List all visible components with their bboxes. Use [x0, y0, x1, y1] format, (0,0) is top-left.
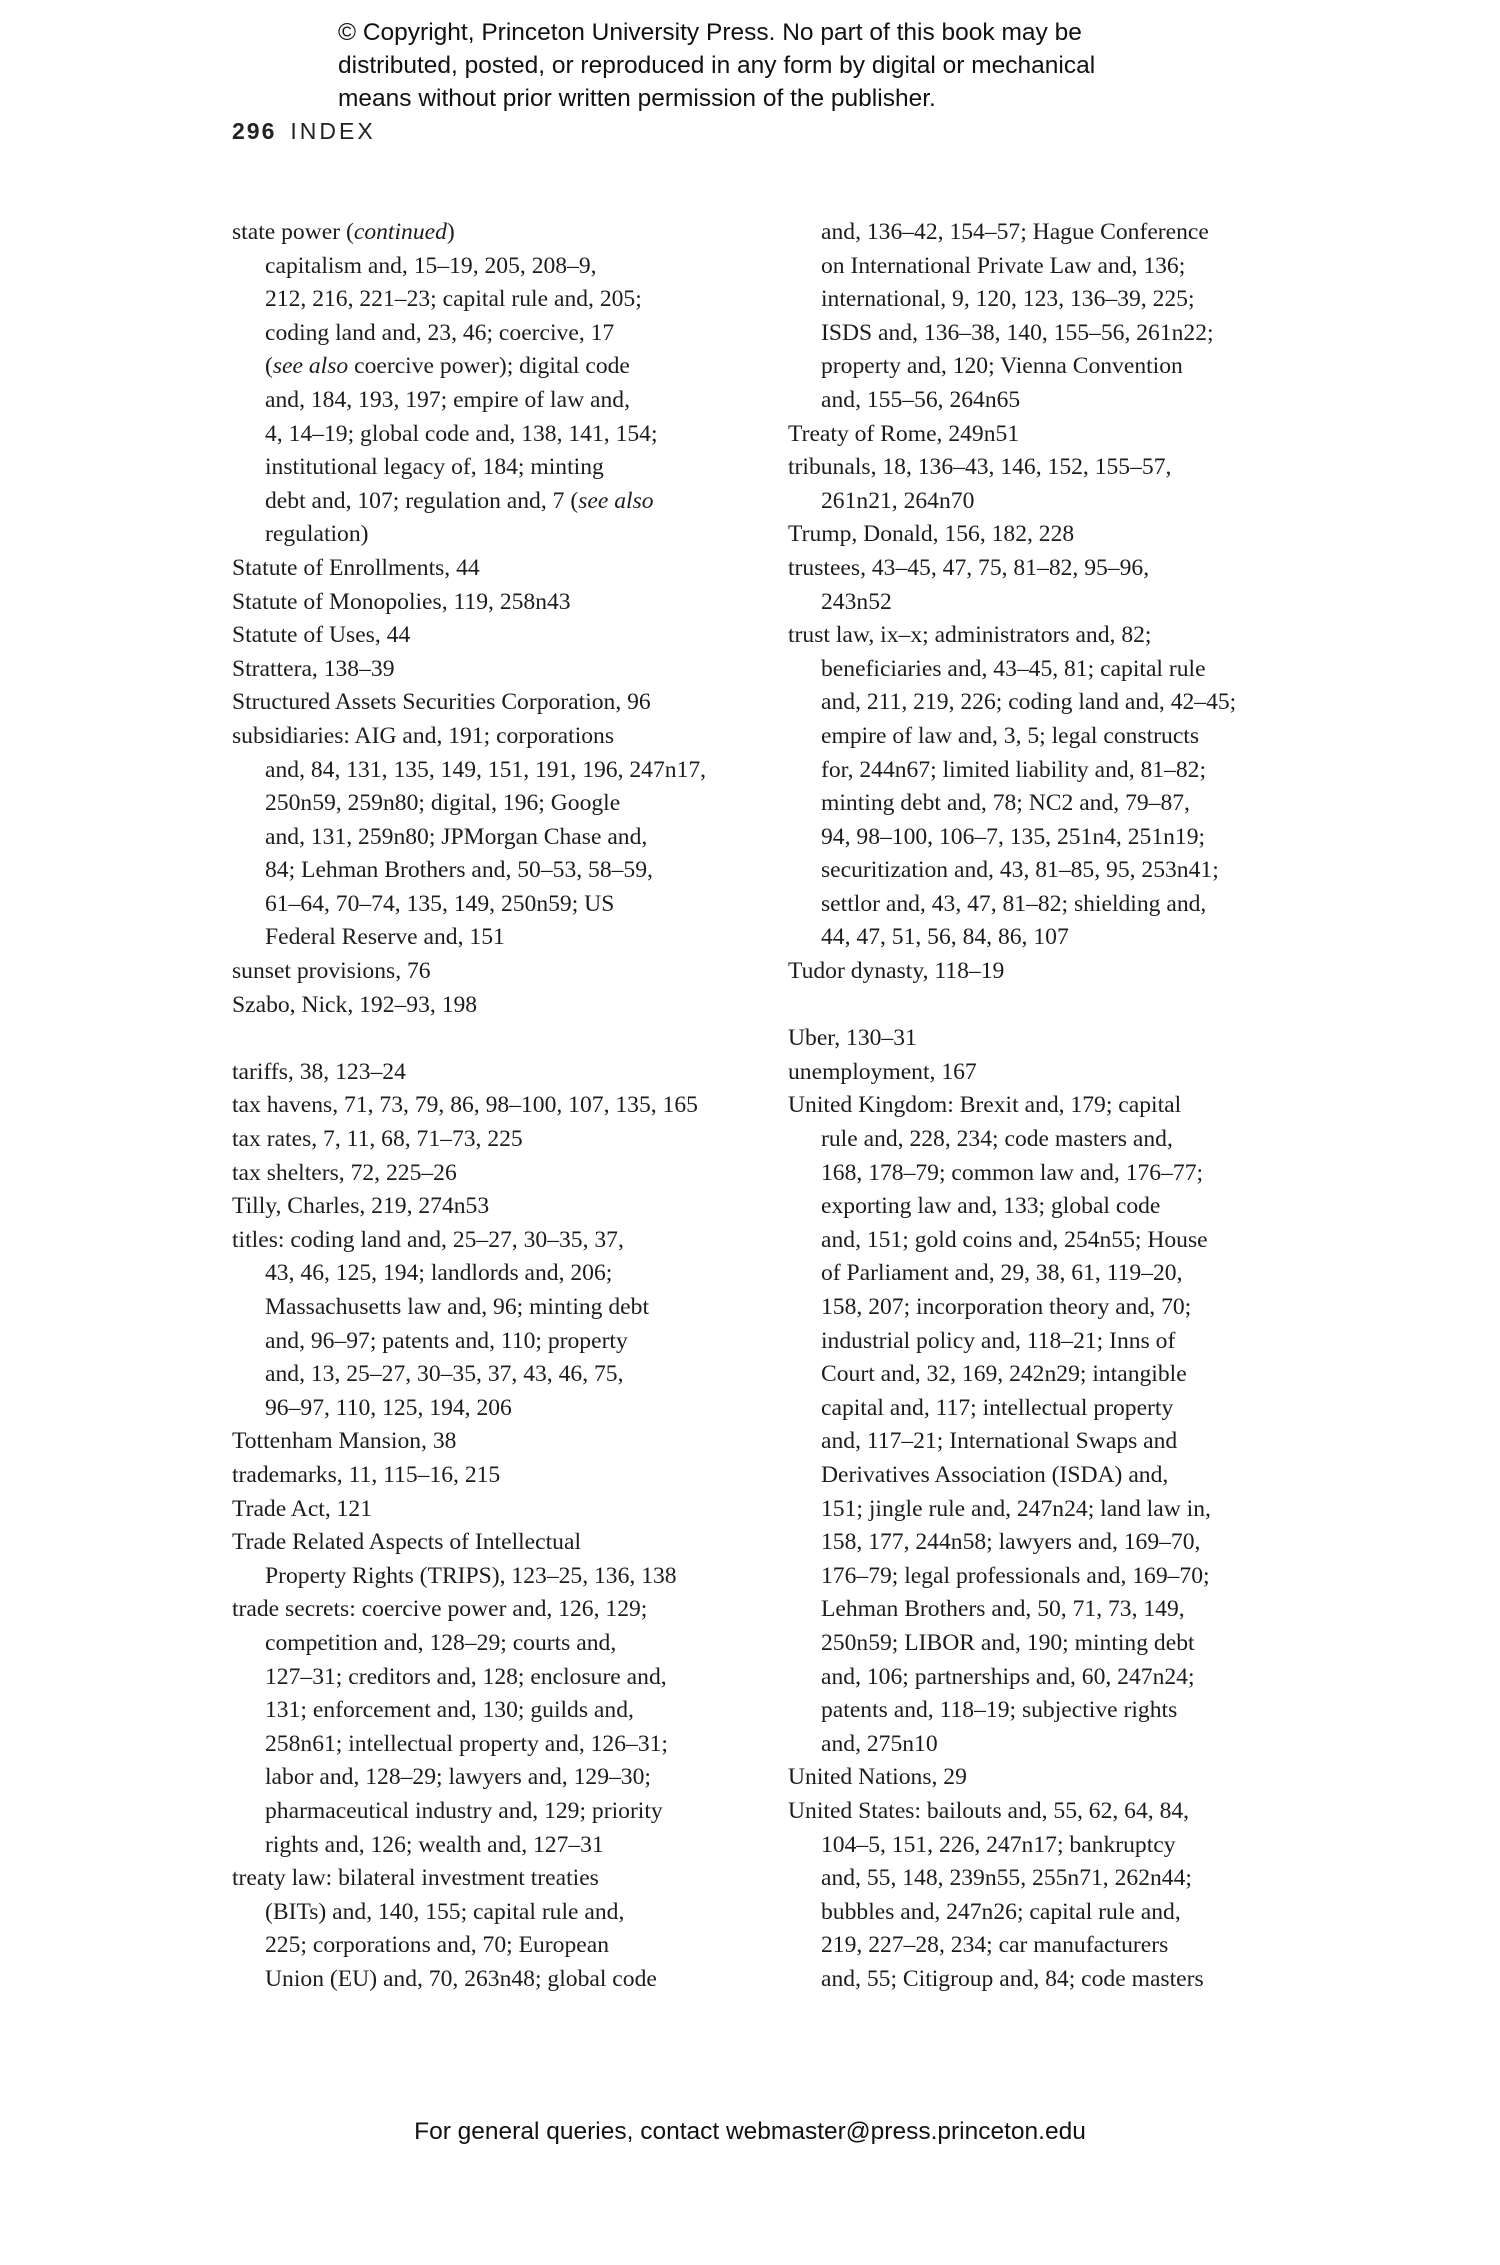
index-text: 131; enforcement and, 130; guilds and, — [265, 1697, 634, 1724]
index-text: 151; jingle rule and, 247n24; land law in, — [821, 1495, 1211, 1522]
index-subentry-line — [788, 653, 1308, 687]
index-subentry-line — [232, 1761, 772, 1795]
index-text: and, 275n10 — [821, 1730, 938, 1757]
page-number: 296 — [232, 118, 277, 144]
index-italic-text: see also — [578, 487, 654, 514]
index-subentry-line — [232, 1627, 772, 1661]
index-text: regulation) — [265, 521, 369, 548]
index-text: 4, 14–19; global code and, 138, 141, 154; — [265, 420, 658, 447]
index-subentry-line — [232, 1661, 772, 1695]
index-text: 94, 98–100, 106–7, 135, 251n4, 251n19; — [821, 823, 1206, 850]
index-entry — [788, 1056, 1308, 1090]
index-subentry-line — [232, 1291, 772, 1325]
index-entry — [232, 686, 772, 720]
index-text: and, 55; Citigroup and, 84; code masters — [821, 1965, 1204, 1992]
index-subentry-line — [788, 1358, 1308, 1392]
index-text: 219, 227–28, 234; car manufacturers — [821, 1932, 1169, 1959]
index-entry — [788, 1761, 1308, 1795]
index-text: trademarks, 11, 115–16, 215 — [232, 1461, 501, 1488]
index-entry — [232, 1089, 772, 1123]
index-entry — [788, 518, 1308, 552]
index-text: Property Rights (TRIPS), 123–25, 136, 138 — [265, 1562, 677, 1589]
index-text: 261n21, 264n70 — [821, 487, 975, 514]
index-text: ) — [446, 219, 455, 245]
index-text: Tilly, Charles, 219, 274n53 — [232, 1193, 490, 1220]
index-subentry-line — [788, 1190, 1308, 1224]
index-text: international, 9, 120, 123, 136–39, 225; — [821, 286, 1195, 313]
index-italic-text: continued — [353, 219, 447, 245]
index-subentry-line — [232, 888, 772, 922]
index-subentry-line — [788, 921, 1308, 955]
index-subentry-line — [788, 1123, 1308, 1157]
index-text: of Parliament and, 29, 38, 61, 119–20, — [821, 1260, 1183, 1287]
index-text: Massachusetts law and, 96; minting debt — [265, 1294, 649, 1320]
index-subentry-line — [232, 1929, 772, 1963]
index-entry — [232, 1459, 772, 1493]
index-subentry-line — [788, 250, 1308, 284]
index-subentry-line — [788, 1526, 1308, 1560]
index-text: and, 155–56, 264n65 — [821, 386, 1021, 413]
index-subentry-line — [788, 1829, 1308, 1863]
index-entry — [788, 1795, 1308, 1829]
index-subentry-line — [788, 485, 1308, 519]
running-head — [232, 118, 376, 145]
index-text: pharmaceutical industry and, 129; priority — [265, 1797, 663, 1824]
footer-contact: For general queries, contact webmaster@press.princeton.edu — [414, 2118, 1086, 2145]
index-text: and, 84, 131, 135, 149, 151, 191, 196, 247n17, — [265, 756, 707, 783]
index-text: 158, 207; incorporation theory and, 70; — [821, 1294, 1192, 1320]
index-text: titles: coding land and, 25–27, 30–35, 37, — [232, 1226, 624, 1253]
index-text: Strattera, 138–39 — [232, 655, 395, 682]
index-text: 158, 177, 244n58; lawyers and, 169–70, — [821, 1529, 1201, 1556]
index-text: securitization and, 43, 81–85, 95, 253n41; — [821, 857, 1219, 884]
index-text: Uber, 130–31 — [788, 1025, 917, 1052]
index-text: United States: bailouts and, 55, 62, 64, 84, — [788, 1797, 1190, 1824]
index-text: 43, 46, 125, 194; landlords and, 206; — [265, 1260, 613, 1287]
index-text: Trade Act, 121 — [232, 1495, 373, 1522]
index-text: for, 244n67; limited liability and, 81–82; — [821, 756, 1207, 783]
index-subentry-line — [232, 1560, 772, 1594]
index-subentry-line — [232, 1728, 772, 1762]
index-subentry-line — [232, 1694, 772, 1728]
index-subentry-line — [788, 1560, 1308, 1594]
index-text: and, 136–42, 154–57; Hague Conference — [821, 219, 1209, 245]
copyright-line: means without prior written permission of the publisher. — [338, 85, 936, 112]
index-entry — [788, 1089, 1308, 1123]
index-subentry-line — [232, 1257, 772, 1291]
index-text: Tudor dynasty, 118–19 — [788, 958, 1005, 985]
index-entry — [788, 451, 1308, 485]
copyright-notice — [338, 16, 1238, 115]
index-entry — [232, 1526, 772, 1560]
index-subentry-line — [788, 1896, 1308, 1930]
index-subentry-line — [232, 250, 772, 284]
index-subentry-line — [232, 518, 772, 552]
index-text: tax shelters, 72, 225–26 — [232, 1159, 457, 1186]
index-subentry-line — [788, 216, 1308, 250]
index-text: unemployment, 167 — [788, 1058, 977, 1085]
index-text: debt and, 107; regulation and, 7 ( — [265, 487, 579, 514]
index-subentry-line — [232, 787, 772, 821]
index-entry — [788, 619, 1308, 653]
index-entry — [788, 1022, 1308, 1056]
index-text: 44, 47, 51, 56, 84, 86, 107 — [821, 924, 1069, 951]
index-subentry-line — [232, 485, 772, 519]
index-text: 225; corporations and, 70; European — [265, 1932, 609, 1959]
index-entry — [232, 1224, 772, 1258]
index-entry — [232, 1862, 772, 1896]
index-entry — [232, 552, 772, 586]
index-text: beneficiaries and, 43–45, 81; capital rule — [821, 655, 1206, 682]
index-text: Federal Reserve and, 151 — [265, 924, 505, 951]
index-column-right — [788, 216, 1308, 1996]
index-text: 168, 178–79; common law and, 176–77; — [821, 1159, 1204, 1186]
index-text: and, 211, 219, 226; coding land and, 42–45; — [821, 689, 1237, 716]
index-text: Statute of Uses, 44 — [232, 622, 411, 649]
index-text: bubbles and, 247n26; capital rule and, — [821, 1898, 1181, 1925]
index-text: Court and, 32, 169, 242n29; intangible — [821, 1361, 1187, 1388]
index-subentry-line — [232, 821, 772, 855]
index-text: labor and, 128–29; lawyers and, 129–30; — [265, 1764, 651, 1791]
index-subentry-line — [232, 754, 772, 788]
index-subentry-line — [788, 1493, 1308, 1527]
index-subentry-line — [788, 1224, 1308, 1258]
index-subentry-line — [788, 1257, 1308, 1291]
index-text: Structured Assets Securities Corporation, 96 — [232, 689, 651, 716]
index-entry — [788, 955, 1308, 989]
index-subentry-line — [788, 1157, 1308, 1191]
index-entry — [232, 1425, 772, 1459]
index-text: ISDS and, 136–38, 140, 155–56, 261n22; — [821, 319, 1214, 346]
index-subentry-line — [232, 350, 772, 384]
index-italic-text: see also — [272, 353, 349, 380]
index-text: (BITs) and, 140, 155; capital rule and, — [265, 1898, 625, 1925]
index-text: exporting law and, 133; global code — [821, 1193, 1161, 1220]
index-entry — [232, 720, 772, 754]
index-subentry-line — [232, 317, 772, 351]
index-subentry-line — [788, 1929, 1308, 1963]
index-subentry-line — [788, 1694, 1308, 1728]
index-text: Union (EU) and, 70, 263n48; global code — [265, 1965, 657, 1992]
index-text: 176–79; legal professionals and, 169–70; — [821, 1562, 1210, 1589]
index-text: trade secrets: coercive power and, 126, 129; — [232, 1596, 648, 1623]
index-text: 258n61; intellectual property and, 126–31; — [265, 1730, 668, 1757]
index-subentry-line — [788, 1459, 1308, 1493]
index-text: United Nations, 29 — [788, 1764, 967, 1791]
index-spacer — [232, 1022, 772, 1056]
index-text: on International Private Law and, 136; — [821, 252, 1186, 279]
index-subentry-line — [232, 1325, 772, 1359]
index-text: tariffs, 38, 123–24 — [232, 1058, 406, 1085]
index-text: subsidiaries: AIG and, 191; corporations — [232, 722, 615, 749]
index-subentry-line — [788, 1661, 1308, 1695]
index-subentry-line — [232, 283, 772, 317]
index-subentry-line — [788, 787, 1308, 821]
index-text: competition and, 128–29; courts and, — [265, 1629, 617, 1656]
index-entry — [232, 1056, 772, 1090]
index-text: institutional legacy of, 184; minting — [265, 454, 604, 481]
index-entry — [232, 619, 772, 653]
index-subentry-line — [788, 1593, 1308, 1627]
index-text: 127–31; creditors and, 128; enclosure and, — [265, 1663, 667, 1690]
index-subentry-line — [788, 350, 1308, 384]
index-text: tribunals, 18, 136–43, 146, 152, 155–57, — [788, 454, 1172, 481]
index-text: sunset provisions, 76 — [232, 958, 431, 985]
index-entry — [232, 955, 772, 989]
index-text: trust law, ix–x; administrators and, 82; — [788, 622, 1152, 649]
index-text: trustees, 43–45, 47, 75, 81–82, 95–96, — [788, 554, 1150, 581]
index-subentry-line — [232, 384, 772, 418]
index-text: United Kingdom: Brexit and, 179; capital — [788, 1092, 1182, 1119]
index-subentry-line — [788, 686, 1308, 720]
index-subentry-line — [232, 921, 772, 955]
index-subentry-line — [232, 418, 772, 452]
index-text: coercive power); digital code — [348, 353, 630, 380]
index-text: 84; Lehman Brothers and, 50–53, 58–59, — [265, 857, 653, 884]
index-text: and, 55, 148, 239n55, 255n71, 262n44; — [821, 1865, 1192, 1892]
index-text: Derivatives Association (ISDA) and, — [821, 1461, 1169, 1488]
copyright-line: distributed, posted, or reproduced in any form by digital or mechanical — [338, 52, 1096, 79]
index-entry — [232, 1493, 772, 1527]
index-text: capitalism and, 15–19, 205, 208–9, — [265, 252, 597, 279]
index-subentry-line — [788, 1728, 1308, 1762]
index-subentry-line — [232, 1829, 772, 1863]
index-text: and, 96–97; patents and, 110; property — [265, 1327, 628, 1354]
index-text: coding land and, 23, 46; coercive, 17 — [265, 319, 615, 346]
index-entry — [232, 1123, 772, 1157]
index-subentry-line — [788, 384, 1308, 418]
index-text: Treaty of Rome, 249n51 — [788, 420, 1020, 447]
index-text: capital and, 117; intellectual property — [821, 1394, 1174, 1421]
index-subentry-line — [788, 888, 1308, 922]
index-entry — [232, 989, 772, 1023]
index-text: and, 106; partnerships and, 60, 247n24; — [821, 1663, 1195, 1690]
index-entry — [232, 1157, 772, 1191]
index-subentry-line — [232, 854, 772, 888]
index-text: industrial policy and, 118–21; Inns of — [821, 1327, 1176, 1354]
index-entry — [232, 653, 772, 687]
index-entry — [788, 552, 1308, 586]
index-subentry-line — [788, 720, 1308, 754]
index-entry — [788, 418, 1308, 452]
index-text: and, 13, 25–27, 30–35, 37, 43, 46, 75, — [265, 1361, 624, 1388]
index-subentry-line — [788, 1627, 1308, 1661]
index-subentry-line — [232, 1896, 772, 1930]
index-text: Statute of Monopolies, 119, 258n43 — [232, 588, 571, 615]
index-subentry-line — [788, 1325, 1308, 1359]
index-text: tax rates, 7, 11, 68, 71–73, 225 — [232, 1126, 523, 1153]
index-text: and, 184, 193, 197; empire of law and, — [265, 386, 630, 413]
index-text: Statute of Enrollments, 44 — [232, 554, 480, 581]
index-text: rights and, 126; wealth and, 127–31 — [265, 1831, 604, 1858]
index-subentry-line — [232, 1795, 772, 1829]
index-text: Tottenham Mansion, 38 — [232, 1428, 457, 1455]
index-text: property and, 120; Vienna Convention — [821, 353, 1183, 380]
section-title: INDEX — [290, 118, 376, 144]
index-text: Trump, Donald, 156, 182, 228 — [788, 521, 1075, 548]
index-subentry-line — [232, 1392, 772, 1426]
index-text: Trade Related Aspects of Intellectual — [232, 1529, 581, 1556]
index-text: 212, 216, 221–23; capital rule and, 205; — [265, 286, 642, 313]
index-text: 243n52 — [821, 588, 892, 615]
index-text: and, 131, 259n80; JPMorgan Chase and, — [265, 823, 648, 850]
index-subentry-line — [788, 1963, 1308, 1997]
index-entry — [232, 216, 772, 250]
index-text: 104–5, 151, 226, 247n17; bankruptcy — [821, 1831, 1176, 1858]
index-text: tax havens, 71, 73, 79, 86, 98–100, 107, 135, 165 — [232, 1092, 698, 1119]
index-text: and, 117–21; International Swaps and — [821, 1428, 1178, 1455]
index-text: and, 151; gold coins and, 254n55; House — [821, 1226, 1208, 1253]
index-text: ( — [265, 353, 273, 380]
copyright-line: © Copyright, Princeton University Press. No part of this book may be — [338, 19, 1082, 46]
index-subentry-line — [788, 1862, 1308, 1896]
index-subentry-line — [788, 854, 1308, 888]
index-subentry-line — [788, 1425, 1308, 1459]
index-column-left — [232, 216, 772, 1996]
index-text: 250n59, 259n80; digital, 196; Google — [265, 790, 621, 817]
index-entry — [232, 1190, 772, 1224]
index-text: Lehman Brothers and, 50, 71, 73, 149, — [821, 1596, 1185, 1623]
index-text: rule and, 228, 234; code masters and, — [821, 1126, 1173, 1153]
index-entry — [232, 586, 772, 620]
index-text: empire of law and, 3, 5; legal constructs — [821, 722, 1200, 749]
index-subentry-line — [232, 451, 772, 485]
index-text: Szabo, Nick, 192–93, 198 — [232, 991, 478, 1018]
index-subentry-line — [788, 283, 1308, 317]
index-subentry-line — [788, 586, 1308, 620]
index-subentry-line — [788, 754, 1308, 788]
index-text: 250n59; LIBOR and, 190; minting debt — [821, 1629, 1195, 1656]
index-text: state power ( — [232, 219, 354, 245]
index-spacer — [788, 989, 1308, 1023]
index-subentry-line — [788, 317, 1308, 351]
index-subentry-line — [232, 1963, 772, 1997]
index-subentry-line — [232, 1358, 772, 1392]
index-subentry-line — [788, 1291, 1308, 1325]
index-text: treaty law: bilateral investment treaties — [232, 1865, 599, 1892]
index-text: 61–64, 70–74, 135, 149, 250n59; US — [265, 890, 615, 917]
index-subentry-line — [788, 1392, 1308, 1426]
index-text: minting debt and, 78; NC2 and, 79–87, — [821, 790, 1190, 817]
index-text: settlor and, 43, 47, 81–82; shielding and, — [821, 890, 1207, 917]
index-text: 96–97, 110, 125, 194, 206 — [265, 1394, 512, 1421]
index-entry — [232, 1593, 772, 1627]
index-subentry-line — [788, 821, 1308, 855]
index-text: patents and, 118–19; subjective rights — [821, 1697, 1178, 1724]
